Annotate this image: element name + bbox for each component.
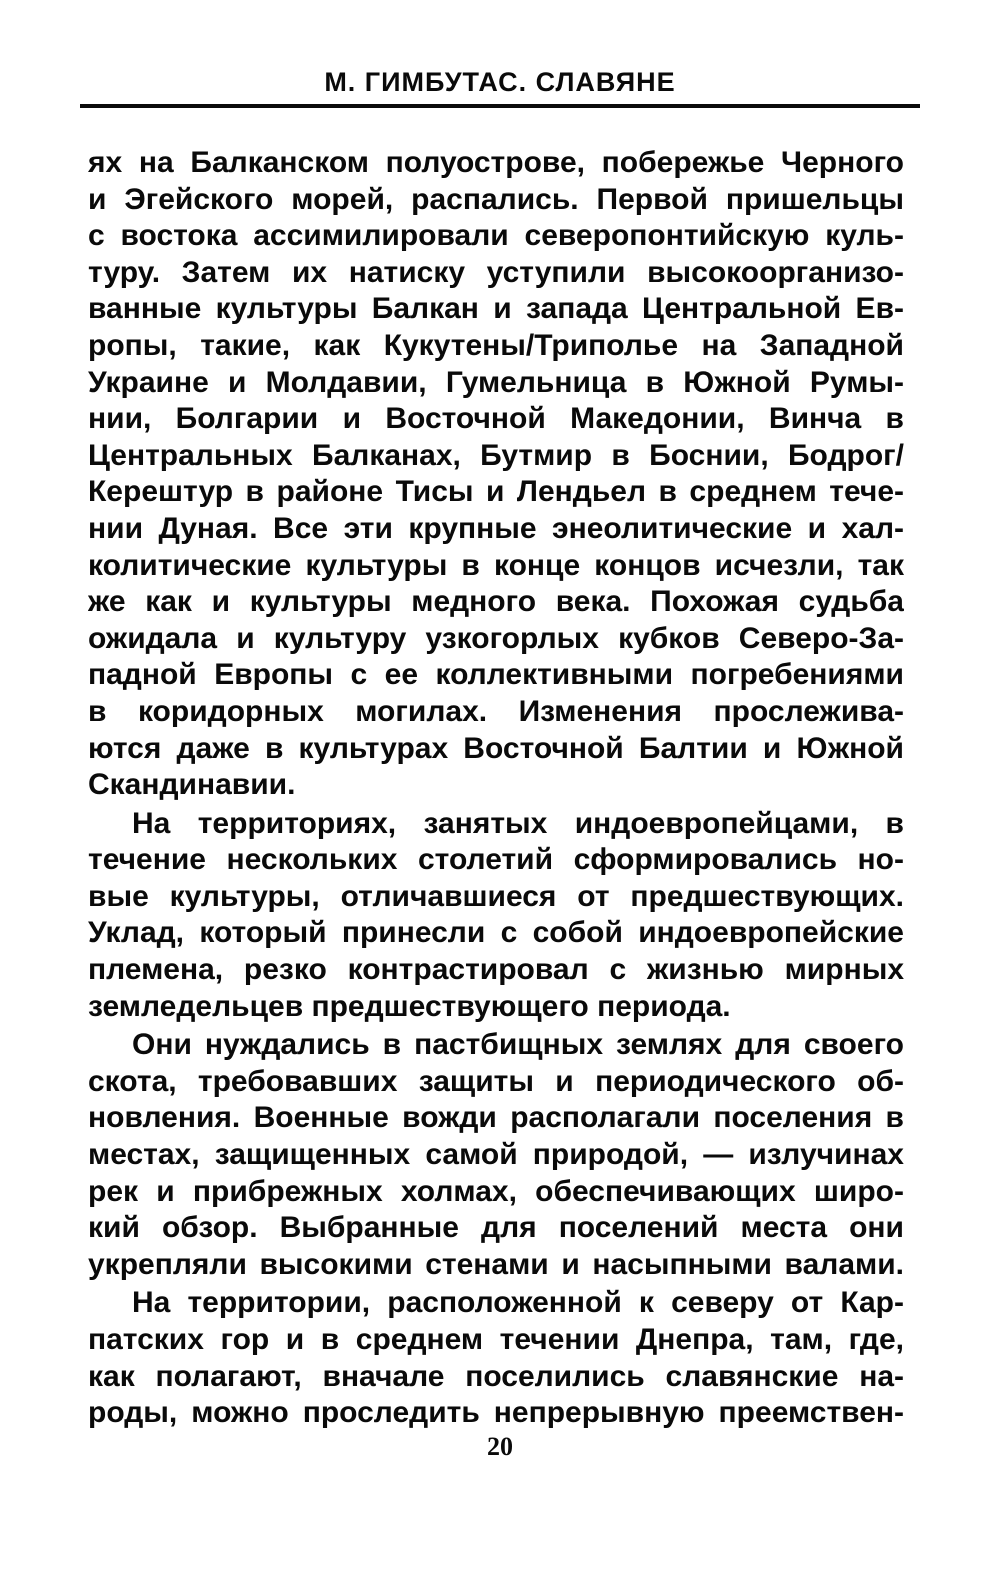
text-line: течение нескольких столетий сформировались но- xyxy=(88,843,904,877)
text-line: ются даже в культурах Восточной Балтии и Южной xyxy=(88,731,904,765)
text-line: вые культуры, отличавшиеся от предшествующих. xyxy=(88,879,904,913)
body-text xyxy=(88,145,904,1432)
text-line: рек и прибрежных холмах, обеспечивающих широ- xyxy=(88,1174,904,1208)
running-head: М. ГИМБУТАС. СЛАВЯНЕ xyxy=(324,67,676,97)
text-line: Скандинавии. xyxy=(88,768,296,802)
header-rule xyxy=(80,104,920,108)
text-line: же как и культуры медного века. Похожая судьба xyxy=(88,585,904,619)
text-line: ванные культуры Балкан и запада Центральной Ев- xyxy=(88,292,904,326)
text-line: падной Европы с ее коллективными погребениями xyxy=(88,658,904,692)
text-line: скота, требовавших защиты и периодического об- xyxy=(88,1064,904,1098)
paragraph xyxy=(88,1027,904,1283)
page-number: 20 xyxy=(487,1432,513,1461)
text-line: с востока ассимилировали северопонтийскую куль- xyxy=(88,219,904,253)
text-line: ропы, такие, как Кукутены/Триполье на Западной xyxy=(88,328,904,362)
text-line: кий обзор. Выбранные для поселений места они xyxy=(88,1211,904,1245)
text-line: колитические культуры в конце концов исчезли, так xyxy=(88,548,904,582)
text-line: укрепляли высокими стенами и насыпными валами. xyxy=(88,1247,904,1281)
text-line: новления. Военные вожди располагали поселения в xyxy=(88,1101,904,1135)
text-line: роды, можно проследить непрерывную преемствен- xyxy=(88,1396,904,1430)
text-line: и Эгейского морей, распались. Первой пришельцы xyxy=(88,182,904,216)
text-line: нии Дуная. Все эти крупные энеолитические и хал- xyxy=(88,511,904,545)
text-line: как полагают, вначале поселились славянские на- xyxy=(88,1359,904,1393)
text-line: Уклад, который принесли с собой индоевропейские xyxy=(88,916,904,950)
text-line: ях на Балканском полуострове, побережье Черного xyxy=(88,146,904,179)
paragraph xyxy=(88,145,904,804)
text-line: земледельцев предшествующего периода. xyxy=(88,989,731,1023)
text-line: Керештур в районе Тисы и Лендьел в среднем тече- xyxy=(88,475,904,509)
text-line: местах, защищенных самой природой, — излучинах xyxy=(88,1138,904,1172)
text-line: Украине и Молдавии, Гумельница в Южной Румы- xyxy=(88,365,904,399)
paragraph xyxy=(88,806,904,1026)
text-line: патских гор и в среднем течении Днепра, там, где, xyxy=(88,1323,904,1356)
text-line: На территории, расположенной к северу от Кар- xyxy=(132,1286,904,1320)
text-line: племена, резко контрастировал с жизнью мирных xyxy=(88,953,904,987)
text-line: туру. Затем их натиску уступили высокоорганизо- xyxy=(88,255,904,289)
text-line: На территориях, занятых индоевропейцами, в xyxy=(132,806,904,840)
paragraph xyxy=(88,1285,904,1431)
text-line: в коридорных могилах. Изменения прослежива- xyxy=(88,694,904,728)
text-line: Они нуждались в пастбищных землях для своего xyxy=(132,1028,904,1062)
text-line: Центральных Балканах, Бутмир в Боснии, Бодрог/ xyxy=(88,438,904,472)
text-line: ожидала и культуру узкогорлых кубков Северо-За- xyxy=(88,621,904,655)
text-line: нии, Болгарии и Восточной Македонии, Винча в xyxy=(88,402,904,436)
